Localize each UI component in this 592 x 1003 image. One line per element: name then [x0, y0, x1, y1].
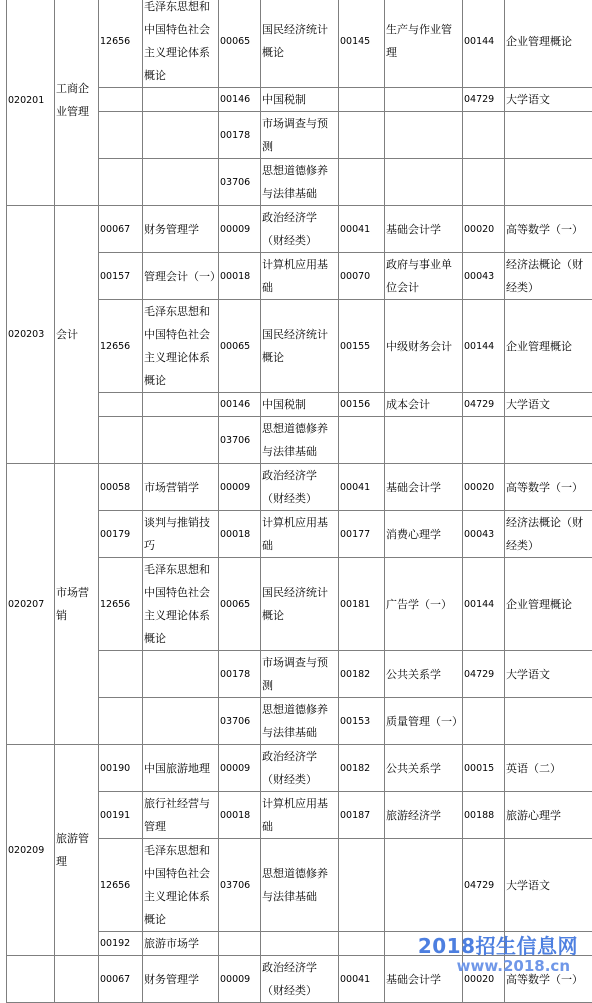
course-code-cell: 00070 — [339, 253, 385, 300]
program-name-cell: 工商企业管理 — [55, 0, 99, 206]
course-code-cell: 00179 — [99, 511, 143, 558]
course-name-cell: 大学语文 — [505, 393, 592, 417]
course-code-cell — [339, 839, 385, 932]
course-name-cell: 国民经济统计概论 — [261, 300, 339, 393]
course-code-cell: 12656 — [99, 0, 143, 88]
course-name-cell: 财务管理学 — [143, 956, 219, 1003]
course-name-cell — [385, 88, 463, 112]
course-name-cell: 国民经济统计概论 — [261, 558, 339, 651]
course-code-cell: 03706 — [219, 417, 261, 464]
course-code-cell — [99, 88, 143, 112]
course-name-cell: 思想道德修养与法律基础 — [261, 159, 339, 206]
program-code-cell — [7, 956, 55, 1003]
course-name-cell: 企业管理概论 — [505, 300, 592, 393]
program-code-cell: 020201 — [7, 0, 55, 206]
course-name-cell: 旅游心理学 — [505, 792, 592, 839]
course-code-cell: 00146 — [219, 393, 261, 417]
course-name-cell: 经济法概论（财经类） — [505, 253, 592, 300]
course-name-cell: 高等数学（一） — [505, 464, 592, 511]
course-code-cell: 00191 — [99, 792, 143, 839]
table-row — [7, 464, 592, 511]
course-code-cell: 00156 — [339, 393, 385, 417]
course-name-cell — [505, 112, 592, 159]
course-code-cell: 00043 — [463, 253, 505, 300]
course-code-cell: 12656 — [99, 558, 143, 651]
course-code-cell: 00178 — [219, 651, 261, 698]
course-code-cell — [463, 698, 505, 745]
watermark-url: www.2018.cn — [418, 957, 570, 975]
course-name-cell — [505, 159, 592, 206]
course-name-cell: 基础会计学 — [385, 956, 463, 1003]
course-code-cell: 00009 — [219, 206, 261, 253]
course-code-cell: 03706 — [219, 839, 261, 932]
course-code-cell: 00182 — [339, 745, 385, 792]
course-code-cell — [339, 112, 385, 159]
course-code-cell: 00144 — [463, 558, 505, 651]
course-name-cell — [505, 698, 592, 745]
course-code-cell: 00190 — [99, 745, 143, 792]
course-code-cell: 00065 — [219, 558, 261, 651]
course-code-cell: 04729 — [463, 393, 505, 417]
course-code-cell: 00018 — [219, 792, 261, 839]
course-name-cell: 基础会计学 — [385, 464, 463, 511]
course-name-cell: 财务管理学 — [143, 206, 219, 253]
course-code-cell: 12656 — [99, 300, 143, 393]
course-code-cell: 04729 — [463, 88, 505, 112]
course-name-cell: 英语（二） — [505, 745, 592, 792]
course-code-cell — [219, 932, 261, 956]
course-code-cell: 00041 — [339, 206, 385, 253]
course-code-cell — [99, 417, 143, 464]
course-name-cell: 旅行社经营与管理 — [143, 792, 219, 839]
course-name-cell: 中国旅游地理 — [143, 745, 219, 792]
course-code-cell: 00041 — [339, 464, 385, 511]
course-code-cell: 00188 — [463, 792, 505, 839]
course-code-cell: 00065 — [219, 300, 261, 393]
course-code-cell: 00187 — [339, 792, 385, 839]
course-code-cell: 00146 — [219, 88, 261, 112]
course-code-cell: 00182 — [339, 651, 385, 698]
course-name-cell: 企业管理概论 — [505, 558, 592, 651]
course-code-cell: 00020 — [463, 206, 505, 253]
course-table-wrapper — [6, 0, 592, 1003]
course-code-cell — [99, 159, 143, 206]
course-code-cell — [99, 112, 143, 159]
course-code-cell: 00015 — [463, 745, 505, 792]
course-code-cell: 00067 — [99, 956, 143, 1003]
course-code-cell — [339, 88, 385, 112]
program-code-cell: 020209 — [7, 745, 55, 956]
course-code-cell: 00145 — [339, 0, 385, 88]
course-name-cell: 中国税制 — [261, 88, 339, 112]
course-name-cell — [385, 839, 463, 932]
course-code-cell: 00177 — [339, 511, 385, 558]
course-code-cell — [99, 651, 143, 698]
course-code-cell — [339, 932, 385, 956]
program-code-cell: 020207 — [7, 464, 55, 745]
course-name-cell: 国民经济统计概论 — [261, 0, 339, 88]
course-name-cell: 思想道德修养与法律基础 — [261, 698, 339, 745]
course-name-cell: 大学语文 — [505, 839, 592, 932]
program-name-cell: 市场营销 — [55, 464, 99, 745]
course-code-cell: 00178 — [219, 112, 261, 159]
course-name-cell: 企业管理概论 — [505, 0, 592, 88]
course-name-cell — [385, 159, 463, 206]
course-code-cell: 00067 — [99, 206, 143, 253]
course-name-cell: 公共关系学 — [385, 745, 463, 792]
course-code-cell: 00157 — [99, 253, 143, 300]
course-name-cell: 市场营销学 — [143, 464, 219, 511]
course-code-cell: 00181 — [339, 558, 385, 651]
program-name-cell: 会计 — [55, 206, 99, 464]
course-code-cell: 00043 — [463, 511, 505, 558]
course-name-cell: 高等数学（一） — [505, 206, 592, 253]
course-name-cell: 旅游经济学 — [385, 792, 463, 839]
course-code-cell: 00041 — [339, 956, 385, 1003]
course-schedule-table — [6, 0, 592, 1003]
course-name-cell: 大学语文 — [505, 88, 592, 112]
course-code-cell: 00020 — [463, 464, 505, 511]
course-code-cell — [463, 417, 505, 464]
course-name-cell: 消费心理学 — [385, 511, 463, 558]
course-name-cell — [385, 112, 463, 159]
program-name-cell: 旅游管理 — [55, 745, 99, 956]
course-name-cell: 广告学（一） — [385, 558, 463, 651]
course-code-cell: 00144 — [463, 0, 505, 88]
table-row — [7, 206, 592, 253]
program-code-cell: 020203 — [7, 206, 55, 464]
course-name-cell: 政治经济学（财经类） — [261, 464, 339, 511]
course-name-cell — [261, 932, 339, 956]
course-name-cell: 政治经济学（财经类） — [261, 206, 339, 253]
course-name-cell — [505, 417, 592, 464]
course-code-cell — [463, 112, 505, 159]
course-name-cell — [143, 159, 219, 206]
course-name-cell: 政府与事业单位会计 — [385, 253, 463, 300]
course-name-cell: 市场调查与预测 — [261, 651, 339, 698]
course-name-cell: 毛泽东思想和中国特色社会主义理论体系概论 — [143, 558, 219, 651]
course-name-cell: 中级财务会计 — [385, 300, 463, 393]
course-name-cell: 计算机应用基础 — [261, 511, 339, 558]
course-code-cell: 00020 — [463, 956, 505, 1003]
course-name-cell: 中国税制 — [261, 393, 339, 417]
course-name-cell — [143, 651, 219, 698]
program-name-cell — [55, 956, 99, 1003]
course-code-cell: 00058 — [99, 464, 143, 511]
course-name-cell: 公共关系学 — [385, 651, 463, 698]
course-name-cell — [143, 698, 219, 745]
course-name-cell: 管理会计（一） — [143, 253, 219, 300]
course-code-cell: 00153 — [339, 698, 385, 745]
course-code-cell: 00018 — [219, 253, 261, 300]
watermark-title: 2018招生信息网 — [418, 930, 578, 959]
table-row — [7, 0, 592, 88]
course-name-cell: 高等数学（一） — [505, 956, 592, 1003]
course-name-cell — [143, 393, 219, 417]
course-name-cell: 大学语文 — [505, 651, 592, 698]
course-code-cell: 00009 — [219, 464, 261, 511]
course-name-cell — [385, 417, 463, 464]
course-code-cell: 00155 — [339, 300, 385, 393]
course-name-cell: 经济法概论（财经类） — [505, 511, 592, 558]
course-name-cell — [143, 417, 219, 464]
course-name-cell: 思想道德修养与法律基础 — [261, 839, 339, 932]
course-code-cell — [339, 159, 385, 206]
course-name-cell: 毛泽东思想和中国特色社会主义理论体系概论 — [143, 839, 219, 932]
course-code-cell: 00144 — [463, 300, 505, 393]
course-name-cell: 生产与作业管理 — [385, 0, 463, 88]
course-name-cell: 计算机应用基础 — [261, 253, 339, 300]
course-name-cell: 成本会计 — [385, 393, 463, 417]
course-table-body — [7, 0, 592, 1003]
course-code-cell — [99, 393, 143, 417]
course-code-cell: 00018 — [219, 511, 261, 558]
course-code-cell — [99, 698, 143, 745]
course-code-cell: 00009 — [219, 956, 261, 1003]
course-code-cell — [339, 417, 385, 464]
course-name-cell: 谈判与推销技巧 — [143, 511, 219, 558]
course-name-cell: 基础会计学 — [385, 206, 463, 253]
course-name-cell — [143, 112, 219, 159]
course-name-cell: 政治经济学（财经类） — [261, 745, 339, 792]
table-row — [7, 745, 592, 792]
course-code-cell — [463, 159, 505, 206]
watermark — [418, 930, 578, 975]
course-name-cell: 毛泽东思想和中国特色社会主义理论体系概论 — [143, 0, 219, 88]
course-name-cell: 思想道德修养与法律基础 — [261, 417, 339, 464]
course-name-cell: 市场调查与预测 — [261, 112, 339, 159]
course-code-cell: 00009 — [219, 745, 261, 792]
course-name-cell — [143, 88, 219, 112]
course-code-cell: 00065 — [219, 0, 261, 88]
course-name-cell: 毛泽东思想和中国特色社会主义理论体系概论 — [143, 300, 219, 393]
course-code-cell: 03706 — [219, 159, 261, 206]
course-name-cell: 旅游市场学 — [143, 932, 219, 956]
course-name-cell: 政治经济学（财经类） — [261, 956, 339, 1003]
course-name-cell: 计算机应用基础 — [261, 792, 339, 839]
course-code-cell: 04729 — [463, 651, 505, 698]
course-code-cell: 00192 — [99, 932, 143, 956]
course-code-cell: 03706 — [219, 698, 261, 745]
course-code-cell: 04729 — [463, 839, 505, 932]
course-name-cell: 质量管理（一） — [385, 698, 463, 745]
course-code-cell: 12656 — [99, 839, 143, 932]
